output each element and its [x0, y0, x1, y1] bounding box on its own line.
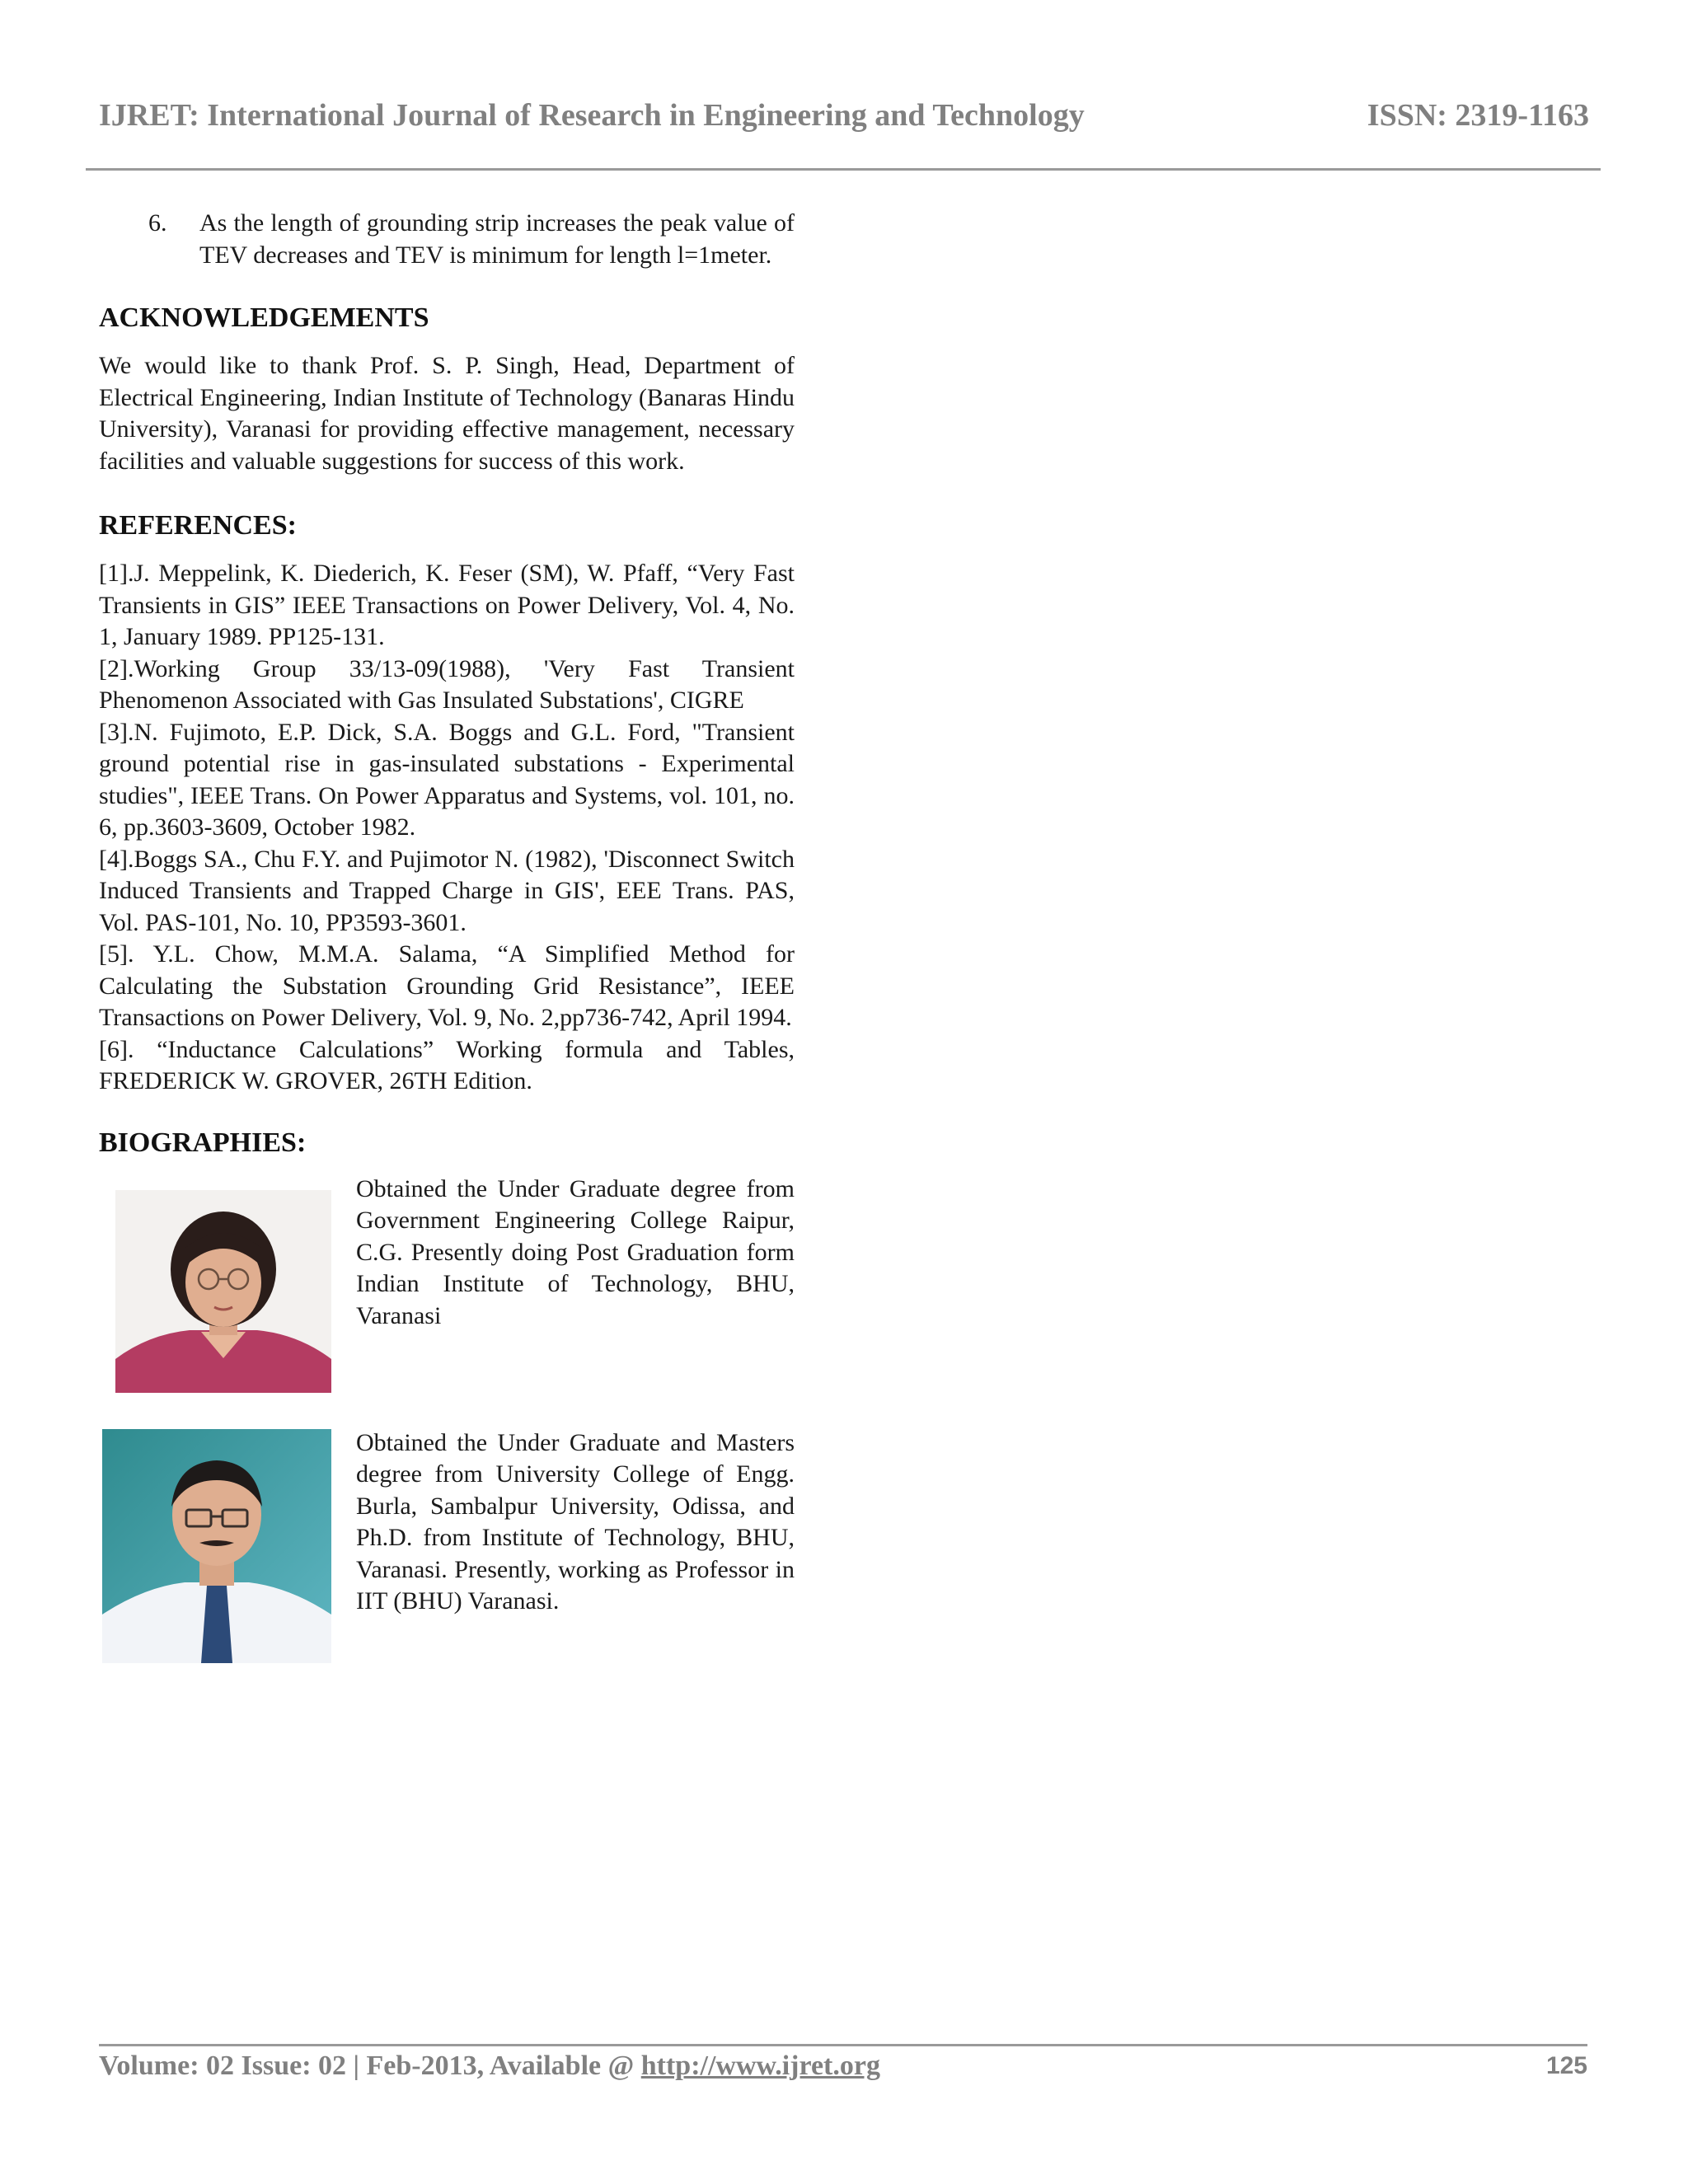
journal-title: IJRET: International Journal of Research in Engineering and Technology: [99, 98, 1085, 133]
author-photo-2: [102, 1429, 331, 1663]
author-photo-1: [115, 1190, 331, 1393]
biography-1: [99, 1174, 795, 1421]
reference-item: [3].N. Fujimoto, E.P. Dick, S.A. Boggs and G.L. Ford, "Transient ground potential rise in gas-insulated substations - Experimental studies", IEEE Trans. On Power Apparatus and Systems, vol. 101, no. 6, pp.3603-3609, October 1982.: [99, 718, 795, 841]
volume-issue-info: Volume: 02 Issue: 02 | Feb-2013, Available @: [99, 2050, 641, 2081]
biography-1-text: Obtained the Under Graduate degree from Government Engineering College Raipur, C.G. Presently doing Post Graduation form Indian Institute of Technology, BHU, Varanasi: [356, 1174, 795, 1329]
footer-citation: [99, 2050, 880, 2082]
biography-2: [99, 1427, 795, 1675]
reference-list: [99, 558, 795, 1098]
issn: ISSN: 2319-1163: [1367, 98, 1589, 133]
references-heading: REFERENCES:: [99, 510, 297, 541]
reference-item: [4].Boggs SA., Chu F.Y. and Pujimotor N. (1982), 'Disconnect Switch Induced Transients and Trapped Charge in GIS', EEE Trans. PAS, Vol. PAS-101, No. 10, PP3593-3601.: [99, 845, 795, 936]
conclusion-item-number: 6.: [148, 209, 167, 237]
header-divider: [86, 168, 1601, 171]
running-header: [99, 97, 1589, 147]
biography-2-text: Obtained the Under Graduate and Masters degree from University College of Engg. Burla, Sambalpur University, Odissa, and Ph.D. from Institute of Technology, BHU, Varanasi. Presently, working as Professor in IIT (BHU) Varanasi.: [356, 1428, 795, 1615]
conclusion-item: [99, 208, 795, 271]
reference-item: [2].Working Group 33/13-09(1988), 'Very Fast Transient Phenomenon Associated with Gas Insulated Substations', CIGRE: [99, 654, 795, 714]
acknowledgements-heading: ACKNOWLEDGEMENTS: [99, 302, 429, 333]
reference-item: [1].J. Meppelink, K. Diederich, K. Feser (SM), W. Pfaff, “Very Fast Transients in GIS” IEEE Transactions on Power Delivery, Vol. 4, No. 1, January 1989. PP125-131.: [99, 560, 795, 650]
acknowledgements-text: We would like to thank Prof. S. P. Singh, Head, Department of Electrical Engineering, Indian Institute of Technology (Banaras Hindu University), Varanasi for providing effective management, necessary facilities and valuable suggestions for success of this work.: [99, 352, 795, 475]
biographies-heading: BIOGRAPHIES:: [99, 1127, 307, 1158]
page-number: 125: [1545, 2052, 1587, 2079]
reference-item: [6]. “Inductance Calculations” Working formula and Tables, FREDERICK W. GROVER, 26TH Edition.: [99, 1035, 795, 1094]
journal-url-link[interactable]: http://www.ijret.org: [640, 2050, 880, 2081]
author-portrait-image: [102, 1429, 331, 1663]
left-column: [99, 208, 795, 1675]
reference-item: [5]. Y.L. Chow, M.M.A. Salama, “A Simplified Method for Calculating the Substation Grounding Grid Resistance”, IEEE Transactions on Power Delivery, Vol. 9, No. 2,pp736-742, April 1994.: [99, 940, 795, 1031]
footer-divider: [99, 2044, 1587, 2046]
conclusion-item-text: As the length of grounding strip increases the peak value of TEV decreases and TEV is minimum for length l=1meter.: [199, 209, 795, 269]
author-portrait-image: [115, 1190, 331, 1393]
